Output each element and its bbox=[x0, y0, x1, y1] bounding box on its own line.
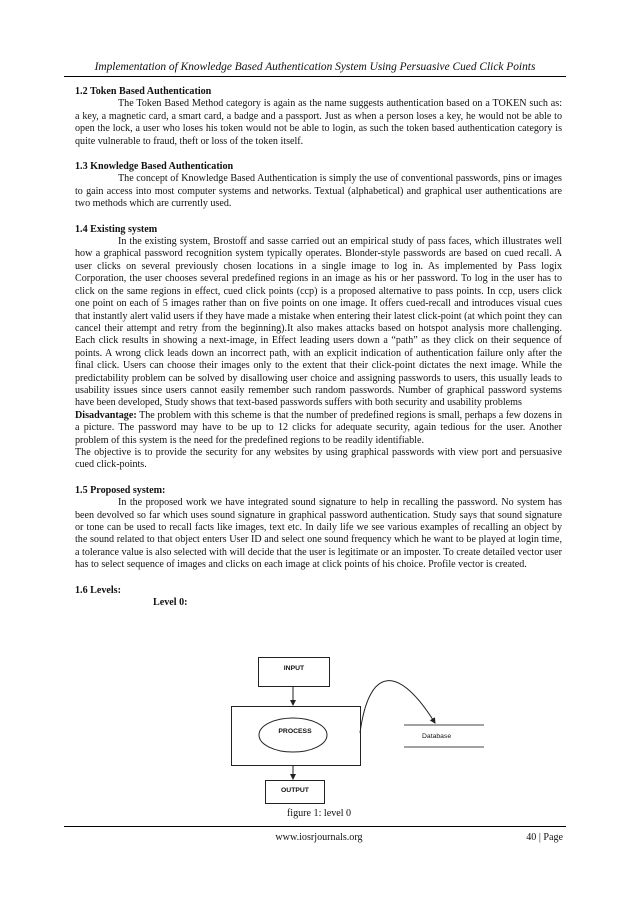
disadvantage-text: The problem with this scheme is that the number of predefined regions is small, perhaps a few dozens in a picture. The password may have to be up to 12 clicks for adequate security, again tedious for the user. Another problem of this system is the need for the predefined regions to be readily identifiable. bbox=[75, 409, 562, 446]
article-body bbox=[75, 86, 562, 609]
section-text-1-2: The Token Based Method category is again as the name suggests authentication based on a TOKEN such as: a key, a magnetic card, a smart card, a badge and a passport. Just as when a person loses a key, he would not be able to open the lock, a user who loses his token would not be able to login, as such the token based authentication category is quite vulnerable to fraud, theft or loss of the token itself. bbox=[75, 98, 562, 147]
level0-diagram bbox=[229, 655, 489, 805]
objective-text: The objective is to provide the security for any websites by using graphical passwords with view port and persuasive cued click-points. bbox=[75, 446, 562, 471]
header-rule bbox=[64, 76, 566, 77]
running-header: Implementation of Knowledge Based Authentication System Using Persuasive Cued Click Points bbox=[94, 61, 536, 73]
input-box bbox=[258, 657, 330, 687]
figure-caption: figure 1: level 0 bbox=[286, 808, 352, 819]
disadvantage-label: Disadvantage: bbox=[75, 409, 137, 421]
process-box bbox=[231, 706, 361, 766]
section-text-1-5: In the proposed work we have integrated sound signature to help in recalling the password. No system has been devolved so far which uses sound signature in graphical password authentication. Study says that sound signature or tone can be used to recall facts like images, text etc. In daily life we see various examples of recalling an object by the sound related to that object enters User ID and select one sound frequency which he want to be played at login time, a tolerance value is also selected with will decide that the user is legitimate or an imposter. To create detailed vector user has to select sequence of images and clicks on each image at click points of his choice. Profile vector is created. bbox=[75, 497, 562, 571]
section-text-1-3: The concept of Knowledge Based Authentication is simply the use of conventional passwords, pins or images to gain access into most computer systems and networks. Textual (alphabetical) and graphical user authentications are two methods which are currently used. bbox=[75, 173, 562, 210]
section-heading-1-5: 1.5 Proposed system: bbox=[75, 484, 166, 496]
section-text-1-4: In the existing system, Brostoff and sasse carried out an empirical study of pass faces, which illustrates well how a graphical password recognition system typically operates. Blonder-style passwords are based on cued recall. A user clicks on several previously chosen locations in a single image to log in. As implemented by Pass logix Corporation, the user chooses several predefined regions in an image as his or her password. To log in the user has to click on the same regions in effect, cued click points (ccp) is a proposed alternative to pass points. In ccp, users click one point on each of 5 images rather than on five points on one image. It offers cued-recall and introduces visual cues that instantly alert valid users if they have made a mistake when entering their latest click-point (at which point they can cancel their attempt and retry from the beginning).It also makes attacks based on hotspot analysis more challenging. Each click results in showing a next-image, in Effect leading users down a “path” as they click on their sequence of points. A wrong click leads down an incorrect path, with an explicit indication of authentication failure only after the final click. Users can choose their images only to the extent that their click-point dictates the next image. While the predictability problem can be solved by disallowing user choice and assigning passwords to users, this usually leads to usability issues since users cannot easily remember such random passwords. Number of graphical password systems have been developed, Study shows that text-based passwords suffers with both security and usability problems bbox=[75, 236, 562, 409]
input-label: INPUT bbox=[283, 665, 305, 672]
footer-url[interactable]: www.iosrjournals.org bbox=[275, 832, 363, 843]
section-heading-1-4: 1.4 Existing system bbox=[75, 223, 158, 235]
level0-label: Level 0: bbox=[153, 597, 188, 609]
output-box bbox=[265, 780, 325, 804]
section-heading-1-2: 1.2 Token Based Authentication bbox=[75, 86, 212, 97]
footer-rule bbox=[64, 826, 566, 827]
process-label: PROCESS bbox=[278, 728, 312, 735]
page-number: 40 | Page bbox=[526, 832, 563, 843]
output-label: OUTPUT bbox=[281, 787, 309, 794]
section-heading-1-3: 1.3 Knowledge Based Authentication bbox=[75, 161, 234, 173]
disadvantage-paragraph bbox=[75, 410, 562, 447]
database-label: Database bbox=[422, 733, 452, 740]
section-heading-1-6: 1.6 Levels: bbox=[75, 584, 121, 596]
